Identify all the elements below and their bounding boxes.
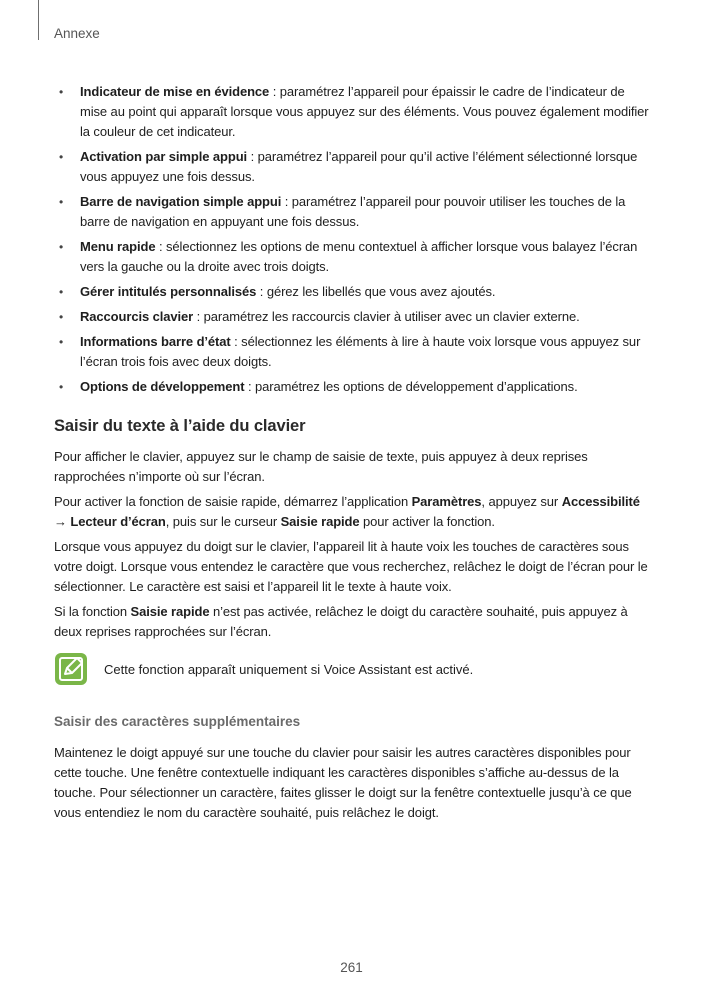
bullet-dot: • bbox=[59, 85, 64, 99]
page-number: 261 bbox=[340, 960, 363, 975]
page-margin-rule bbox=[38, 0, 39, 40]
bullet-dot: • bbox=[59, 150, 64, 164]
bullet-dot: • bbox=[59, 195, 64, 209]
list-item bbox=[54, 237, 654, 277]
subsection-heading: Saisir des caractères supplémentaires bbox=[54, 714, 301, 729]
bullet-desc: : sélectionnez les éléments à lire à haute voix lorsque vous appuyez sur l’écran trois fois avec deux doigts. bbox=[80, 334, 641, 369]
bullet-dot: • bbox=[59, 380, 64, 394]
bullet-dot: • bbox=[59, 310, 64, 324]
bullet-desc: : paramétrez l’appareil pour qu’il active l’élément sélectionné lorsque vous appuyez une fois dessus. bbox=[80, 149, 638, 184]
bullet-desc: : paramétrez l’appareil pour épaissir le cadre de l’indicateur de mise au point qui apparaît lorsque vous appuyez sur des éléments. Vous pouvez également modifier la couleur de cet indicateur. bbox=[80, 84, 649, 139]
paragraph-show-keyboard: Pour afficher le clavier, appuyez sur le champ de saisie de texte, puis appuyez à deux reprises rapprochées n’importe où sur l’écran. bbox=[54, 449, 588, 484]
text-run: Si la fonction bbox=[54, 604, 131, 619]
bullet-term: Activation par simple appui bbox=[80, 149, 248, 164]
section-heading: Saisir du texte à l’aide du clavier bbox=[54, 417, 306, 435]
bullet-term: Options de développement bbox=[80, 379, 245, 394]
running-header: Annexe bbox=[54, 26, 100, 41]
settings-bullet-list bbox=[54, 82, 654, 402]
menu-path-screen-reader: Lecteur d’écran bbox=[70, 514, 166, 529]
list-item bbox=[54, 192, 654, 232]
paragraph-enable-quick-input bbox=[54, 492, 654, 532]
note-text: Cette fonction apparaît uniquement si Voice Assistant est activé. bbox=[104, 662, 474, 677]
list-item bbox=[54, 307, 654, 327]
bullet-dot: • bbox=[59, 335, 64, 349]
bullet-desc: : gérez les libellés que vous avez ajoutés. bbox=[256, 284, 496, 299]
list-item bbox=[54, 332, 654, 372]
text-run: , puis sur le curseur bbox=[165, 514, 281, 529]
text-run: n’est pas activée, relâchez le doigt du caractère souhaité, puis appuyez à deux reprises rapprochées sur l’écran. bbox=[54, 604, 628, 639]
bullet-term: Gérer intitulés personnalisés bbox=[80, 284, 257, 299]
paragraph-keyboard-reading: Lorsque vous appuyez du doigt sur le clavier, l’appareil lit à haute voix les touches de caractères sous votre doigt. Lorsque vous entendez le caractère que vous recherchez, relâchez le doigt de l’écran pour le sélectionner. Le caractère est saisi et l’appareil lit le texte à haute voix. bbox=[54, 539, 648, 594]
note-pencil-icon bbox=[54, 652, 88, 686]
text-run: pour activer la fonction. bbox=[359, 514, 495, 529]
list-item bbox=[54, 282, 654, 302]
quick-input-label: Saisie rapide bbox=[130, 604, 210, 619]
bullet-term: Barre de navigation simple appui bbox=[80, 194, 282, 209]
bullet-desc: : sélectionnez les options de menu contextuel à afficher lorsque vous balayez l’écran vers la gauche ou la droite avec trois doigts. bbox=[80, 239, 638, 274]
list-item bbox=[54, 377, 654, 397]
bullet-dot: • bbox=[59, 285, 64, 299]
bullet-term: Informations barre d’état bbox=[80, 334, 231, 349]
list-item bbox=[54, 147, 654, 187]
text-run: , appuyez sur bbox=[481, 494, 562, 509]
text-run: Pour activer la fonction de saisie rapide, démarrez l’application bbox=[54, 494, 412, 509]
list-item bbox=[54, 82, 654, 142]
bullet-desc: : paramétrez l’appareil pour pouvoir utiliser les touches de la barre de navigation en appuyant une fois dessus. bbox=[80, 194, 626, 229]
menu-path-accessibility: Accessibilité bbox=[561, 494, 640, 509]
paragraph-extra-characters: Maintenez le doigt appuyé sur une touche du clavier pour saisir les autres caractères disponibles pour cette touche. Une fenêtre contextuelle indiquant les caractères disponibles s’affiche au-dessus de la touche. Pour sélectionner un caractère, faites glisser le doigt sur la fenêtre contextuelle jusqu’à ce que vous entendiez le nom du caractère souhaité, puis relâchez le doigt. bbox=[54, 745, 632, 820]
bullet-dot: • bbox=[59, 240, 64, 254]
bullet-desc: : paramétrez les options de développement d’applications. bbox=[244, 379, 578, 394]
bullet-desc: : paramétrez les raccourcis clavier à utiliser avec un clavier externe. bbox=[193, 309, 580, 324]
paragraph-quick-input-off bbox=[54, 602, 654, 642]
bullet-term: Raccourcis clavier bbox=[80, 309, 194, 324]
bullet-term: Menu rapide bbox=[80, 239, 156, 254]
bullet-term: Indicateur de mise en évidence bbox=[80, 84, 270, 99]
quick-input-label: Saisie rapide bbox=[280, 514, 360, 529]
arrow-separator: → bbox=[54, 514, 71, 529]
menu-path-settings: Paramètres bbox=[411, 494, 482, 509]
